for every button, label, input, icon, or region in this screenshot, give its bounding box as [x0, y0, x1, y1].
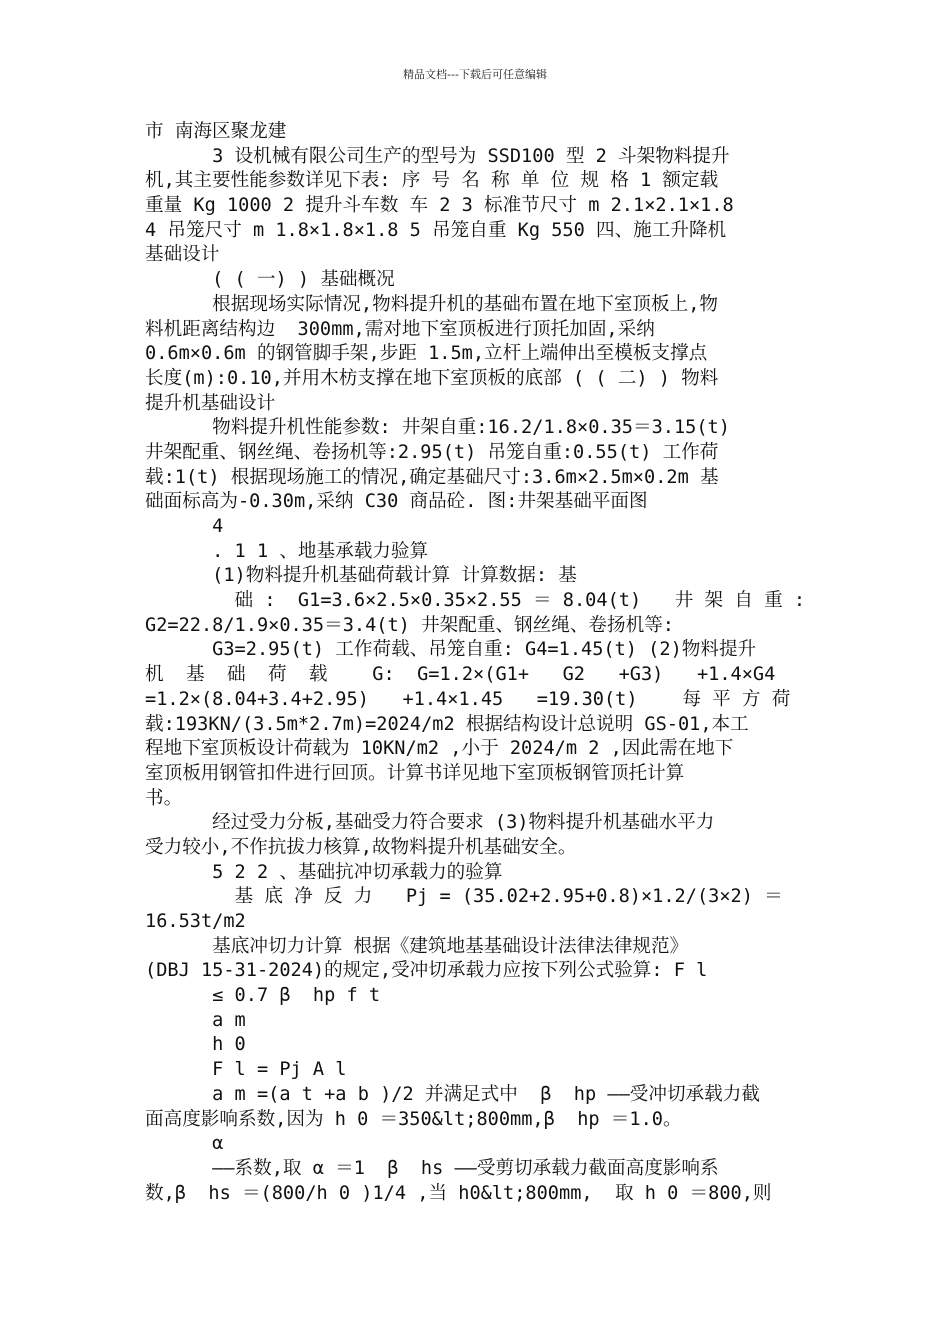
text-line: =1.2×(8.04+3.4+2.95) +1.4×1.45 =19.30(t) 每 平 方 荷: [145, 688, 791, 710]
text-line: 数,β hs ＝(800/h 0 )1/4 ,当 h0&lt;800mm, 取 h 0 ＝800,则: [145, 1182, 772, 1204]
text-line: 机,其主要性能参数详见下表: 序 号 名 称 单 位 规 格 1 额定载: [145, 170, 719, 192]
text-line: 机 基 础 荷 载 G: G=1.2×(G1+ G2 +G3) +1.4×G4: [145, 664, 776, 686]
text-line: 室顶板用钢管扣件进行回顶。计算书详见地下室顶板钢管顶托计算: [145, 762, 685, 784]
text-line: 书。: [145, 787, 183, 809]
text-line: 0.6m×0.6m 的钢管脚手架,步距 1.5m,立杆上端伸出至模板支撑点: [145, 343, 708, 365]
text-line: α: [145, 1133, 224, 1155]
text-line: 16.53t/m2: [145, 911, 246, 932]
text-line: F l = Pj A l: [145, 1059, 347, 1081]
text-line: ( ( 一) ) 基础概况: [145, 269, 395, 291]
text-line: h 0: [145, 1034, 246, 1056]
text-line: ——系数,取 α ＝1 β hs ——受剪切承载力截面高度影响系: [145, 1157, 719, 1179]
text-line: 基底冲切力计算 根据《建筑地基基础设计法律法律规范》: [145, 935, 689, 957]
text-line: 重量 Kg 1000 2 提升斗车数 车 2 3 标准节尺寸 m 2.1×2.1×1.8: [145, 195, 734, 217]
text-line: (DBJ 15-31-2024)的规定,受冲切承载力应按下列公式验算: F l: [145, 960, 708, 982]
text-line: 面高度影响系数,因为 h 0 ＝350&lt;800mm,β hp ＝1.0。: [145, 1108, 682, 1130]
text-line: 5 2 2 、基础抗冲切承载力的验算: [145, 861, 503, 883]
text-line: 提升机基础设计: [145, 392, 276, 414]
text-line: G2=22.8/1.9×0.35＝3.4(t) 井架配重、钢丝绳、卷扬机等:: [145, 614, 674, 636]
text-line: ≤ 0.7 β hp f t: [145, 985, 381, 1007]
text-line: 料机距离结构边 300mm,需对地下室顶板进行顶托加固,采纳: [145, 318, 655, 340]
text-line: 基础设计: [145, 244, 220, 266]
text-line: 载:1(t) 根据现场施工的情况,确定基础尺寸:3.6m×2.5m×0.2m 基: [145, 466, 719, 488]
document-body: [145, 120, 807, 1206]
text-line: 础 : G1=3.6×2.5×0.35×2.55 ＝ 8.04(t) 井 架 自 重 :: [145, 590, 806, 612]
text-line: 井架配重、钢丝绳、卷扬机等:2.95(t) 吊笼自重:0.55(t) 工作荷: [145, 441, 719, 463]
text-line: . 1 1 、地基承载力验算: [145, 540, 429, 562]
page-header: 精品文档---下载后可任意编辑: [403, 68, 547, 81]
text-line: 3 设机械有限公司生产的型号为 SSD100 型 2 斗架物料提升: [145, 145, 730, 167]
text-line: 4 吊笼尺寸 m 1.8×1.8×1.8 5 吊笼自重 Kg 550 四、施工升降机: [145, 219, 727, 241]
text-line: 经过受力分板,基础受力符合要求 (3)物料提升机基础水平力: [145, 812, 715, 834]
text-line: (1)物料提升机基础荷载计算 计算数据: 基: [145, 565, 577, 587]
text-line: 受力较小,不作抗拔力核算,故物料提升机基础安全。: [145, 836, 577, 858]
text-line: 物料提升机性能参数: 井架自重:16.2/1.8×0.35＝3.15(t): [145, 417, 730, 439]
text-line: 4: [145, 516, 224, 537]
text-line: 市 南海区聚龙建: [145, 121, 287, 142]
text-line: a m: [145, 1009, 246, 1031]
text-line: 基 底 净 反 力 Pj = (35.02+2.95+0.8)×1.2/(3×2) ＝: [145, 886, 783, 908]
text-line: 根据现场实际情况,物料提升机的基础布置在地下室顶板上,物: [145, 293, 718, 315]
text-line: 程地下室顶板设计荷载为 10KN/m2 ,小于 2024/m 2 ,因此需在地下: [145, 738, 734, 760]
text-line: a m =(a t +a b )/2 并满足式中 β hp ——受冲切承载力截: [145, 1083, 760, 1105]
text-line: 载:193KN/(3.5m*2.7m)=2024/m2 根据结构设计总说明 GS-01,本工: [145, 713, 749, 735]
text-line: G3=2.95(t) 工作荷载、吊笼自重: G4=1.45(t) (2)物料提升: [145, 639, 757, 661]
text-line: 础面标高为-0.30m,采纳 C30 商品砼. 图:井架基础平面图: [145, 491, 648, 513]
text-line: 长度(m):0.10,并用木枋支撑在地下室顶板的底部 ( ( 二) ) 物料: [145, 367, 719, 389]
